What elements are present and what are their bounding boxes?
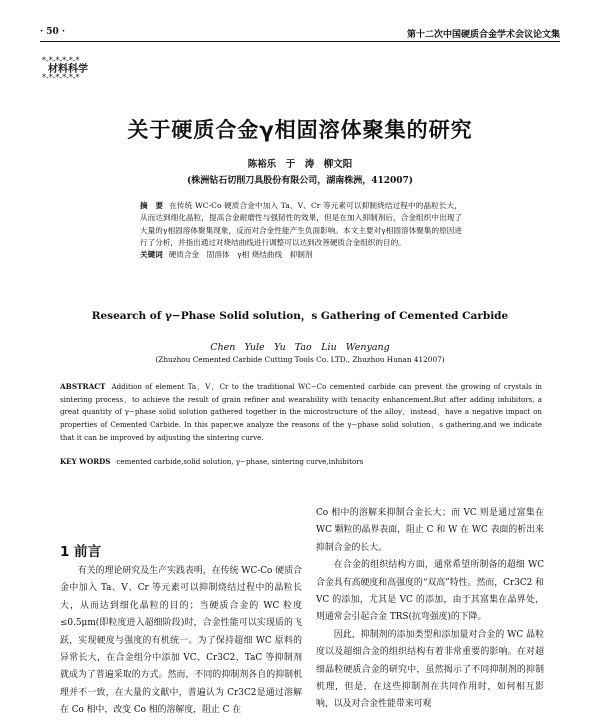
authors: 陈裕乐 于 涛 柳文阳 <box>247 159 353 170</box>
badge-label: 材料科学 <box>48 64 88 75</box>
affiliation: (株洲钻石切削刀具股份有限公司，湖南株洲，412007) <box>186 176 414 186</box>
section-heading: 1 前言 <box>60 544 102 560</box>
right-paragraph: 在合金的组织结构方面，通常希望所制备的超细 WC 合金具有高硬度和高强度的“双高”特性。然而，Cr3C2 和 VC 的添加，尤其是 VC 的添加，由于其富集在晶界处，则通常会引起合金 TRS(抗弯强度)的下降。 <box>316 560 544 623</box>
abstract-en-label: ABSTRACT <box>60 382 106 391</box>
keywords-cn-label: 关键词 <box>140 250 163 260</box>
right-paragraph: 因此，抑制剂的添加类型和添加量对合金的 WC 晶粒度以及超细合金的组织结构有着非常重要的影响。在对超细晶粒硬质合金的研究中，虽然揭示了不同抑制剂的抑制机理，但是，在这些抑制剂在共同作用时，如何相互影响，以及对合金性能带来可观 <box>316 629 544 710</box>
paper-title: 关于硬质合金γ相固溶体聚集的研究 <box>127 118 473 142</box>
body-right-column <box>316 505 544 714</box>
badge-stars-bottom: *-*-*-*-*-* <box>42 73 80 82</box>
badge-stars-top: *-*-*-*-*-* <box>42 56 80 65</box>
right-paragraph: Co 相中的溶解来抑制合金长大；而 VC 则是通过富集在 WC 颗粒的晶界表面，阻止 C 和 W 在 WC 表面的析出来抑制合金的长大。 <box>316 508 544 553</box>
keywords-cn: 硬质合金 固溶体 γ相 烧结曲线 抑制剂 <box>168 250 313 260</box>
page-number: · 50 · <box>40 27 66 37</box>
paper-title-en: Research of γ−Phase Solid solution，s Gathering of Cemented Carbide <box>91 310 509 322</box>
abstract-cn-text: 在传统 WC-Co 硬质合金中加入 Ta、V、Cr 等元素可以抑制烧结过程中的晶粒长大，从而达到细化晶粒，提高合金耐磨性与强韧性的效果，但是在加入抑制剂后，合金组织中出现了大量的γ相固溶体聚集现象，反而对合金性能产生负面影响。本文主要对γ相固溶体聚集的原因进行了分析，并指出通过对烧结曲线进行调整可以达到改善硬质合金组织的目的。 <box>140 201 462 247</box>
left-paragraph: 有关的理论研究及生产实践表明，在传统 WC-Co 硬质合金中加入 Ta、V、Cr 等元素可以抑制烧结过程中的晶粒长大，从而达到细化晶粒的目的；当硬质合金的 WC 粒度≤0.5μm(即粒度进入超细阶段)时，合金性能可以实现质的飞跃，实现硬度与强度的有机统一。为了保持超细 WC 原料的异常长大，在合金组分中添加 VC、Cr3C2、TaC 等抑制剂就成为了普遍采取的方式。然而，不同的抑制剂各自的抑制机理并不一致，在大量的文献中，普遍认为 Cr3C2是通过溶解在 Co 相中，改变 Co 相的溶解度，阻止 C 在 <box>60 566 302 716</box>
journal-name: 第十二次中国硬质合金学术会议论文集 <box>406 30 560 40</box>
abstract-cn-label: 摘 要 <box>140 201 164 210</box>
keywords-en-block <box>60 457 542 466</box>
running-header <box>40 27 560 41</box>
abstract-en-text: Addition of element Ta，V，Cr to the traditional WC−Co cemented carbide can prevent the growing of crystals in sintering process，to achieve the result of grain refiner and wearability with tenacity enhancement.But after adding inhibitors, a great quantity of γ−phase solid solution gathered together in the microstructure of the alloy，instead，have a negative impact on properties of Cemented Carbide. In this paper,we analyze the reasons of the γ−phase solid solution，s gathering,and we indicate that it can be improved by adjusting the sintering curve. <box>60 382 542 442</box>
authors-en: Chen Yule Yu Tao Liu Wenyang <box>210 342 390 353</box>
affiliation-en: (Zhuzhou Cemented Carbide Cutting Tools Co. LTD., Zhuzhou Hunan 412007) <box>155 355 445 364</box>
abstract-cn <box>140 200 462 261</box>
keywords-en: cemented carbide,solid solution, γ−phase, sintering curve,inhibitors <box>116 457 364 466</box>
section-badge <box>42 56 100 82</box>
abstract-en <box>60 381 542 445</box>
body-left-column <box>60 563 302 720</box>
header-rule <box>40 41 560 42</box>
keywords-en-label: KEY WORDS <box>60 457 111 466</box>
